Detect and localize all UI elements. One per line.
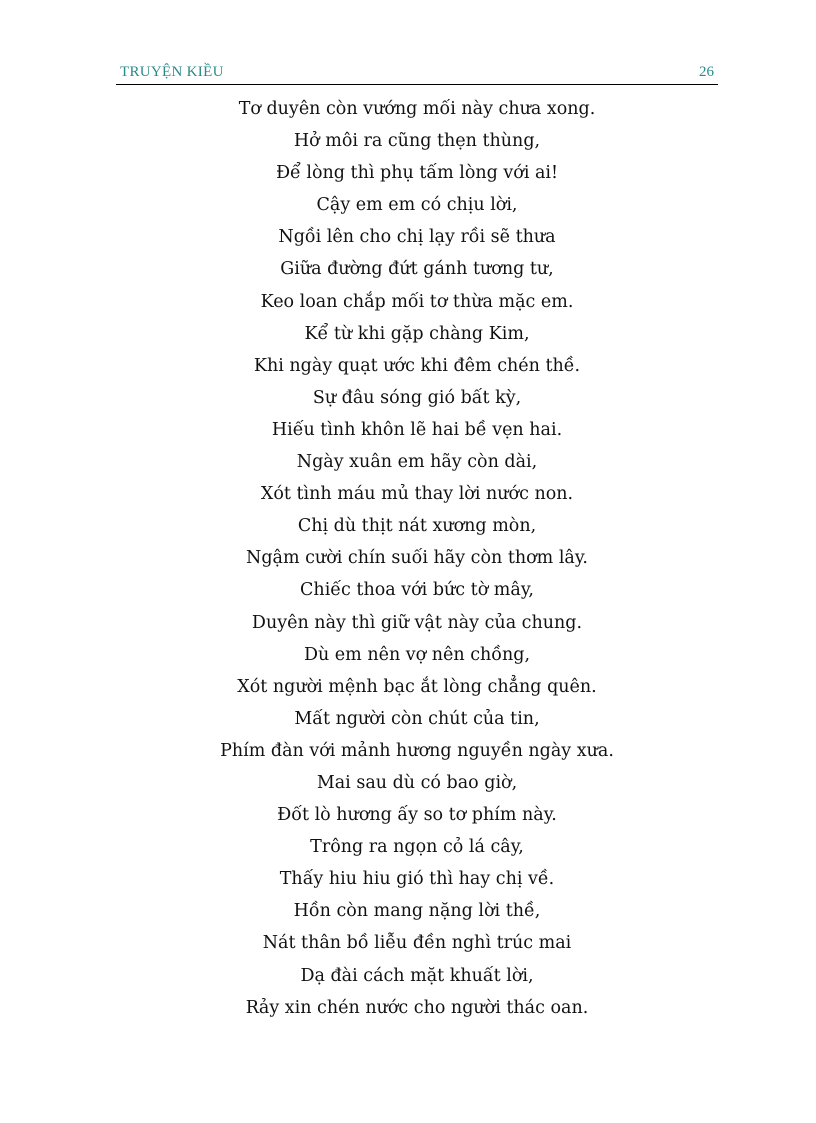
verse-line: Thấy hiu hiu gió thì hay chị về.	[279, 869, 555, 890]
verse-line: Giữa đường đứt gánh tương tư,	[280, 259, 554, 280]
page-number: 26	[699, 64, 714, 80]
verse-line: Trông ra ngọn cỏ lá cây,	[310, 837, 524, 858]
verse-line: Chị dù thịt nát xương mòn,	[297, 516, 537, 537]
verse-line: Kể từ khi gặp chàng Kim,	[304, 323, 530, 344]
verse-line: Chiếc thoa với bức tờ mây,	[300, 580, 534, 601]
verse-line: Sự đâu sóng gió bất kỳ,	[312, 387, 522, 408]
verse-line: Dù em nên vợ nên chồng,	[303, 644, 531, 665]
verse-line: Ngậm cười chín suối hãy còn thơm lây.	[246, 548, 588, 569]
verse-line: Xót người mệnh bạc ắt lòng chẳng quên.	[237, 676, 597, 697]
verse-line: Keo loan chắp mối tơ thừa mặc em.	[260, 291, 574, 312]
verse-line: Xót tình máu mủ thay lời nước non.	[260, 484, 574, 505]
verse-line: Rảy xin chén nước cho người thác oan.	[245, 997, 589, 1018]
running-header	[116, 62, 718, 85]
verse-line: Mất người còn chút của tin,	[294, 708, 540, 729]
verse-line: Cậy em em có chịu lời,	[316, 195, 518, 216]
verse-line: Để lòng thì phụ tấm lòng với ai!	[275, 163, 559, 184]
verse-line: Hở môi ra cũng thẹn thùng,	[293, 131, 541, 152]
poem-body	[116, 93, 718, 1024]
verse-line: Phím đàn với mảnh hương nguyền ngày xưa.	[220, 740, 614, 761]
verse-line: Khi ngày quạt ước khi đêm chén thề.	[253, 355, 581, 376]
verse-line: Hiếu tình khôn lẽ hai bề vẹn hai.	[271, 419, 563, 440]
verse-line: Hồn còn mang nặng lời thề,	[293, 901, 541, 922]
book-title: TRUYỆN KIỀU	[120, 64, 224, 80]
verse-line: Dạ đài cách mặt khuất lời,	[300, 965, 534, 986]
verse-line: Đốt lò hương ấy so tơ phím này.	[277, 805, 557, 826]
verse-line: Nát thân bồ liễu đền nghì trúc mai	[262, 933, 572, 954]
verse-line: Mai sau dù có bao giờ,	[316, 772, 518, 793]
verse-line: Ngày xuân em hãy còn dài,	[296, 452, 538, 473]
verse-line: Ngồi lên cho chị lạy rồi sẽ thưa	[278, 227, 556, 248]
verse-line: Duyên này thì giữ vật này của chung.	[251, 612, 583, 633]
verse-line: Tơ duyên còn vướng mối này chưa xong.	[238, 99, 596, 119]
